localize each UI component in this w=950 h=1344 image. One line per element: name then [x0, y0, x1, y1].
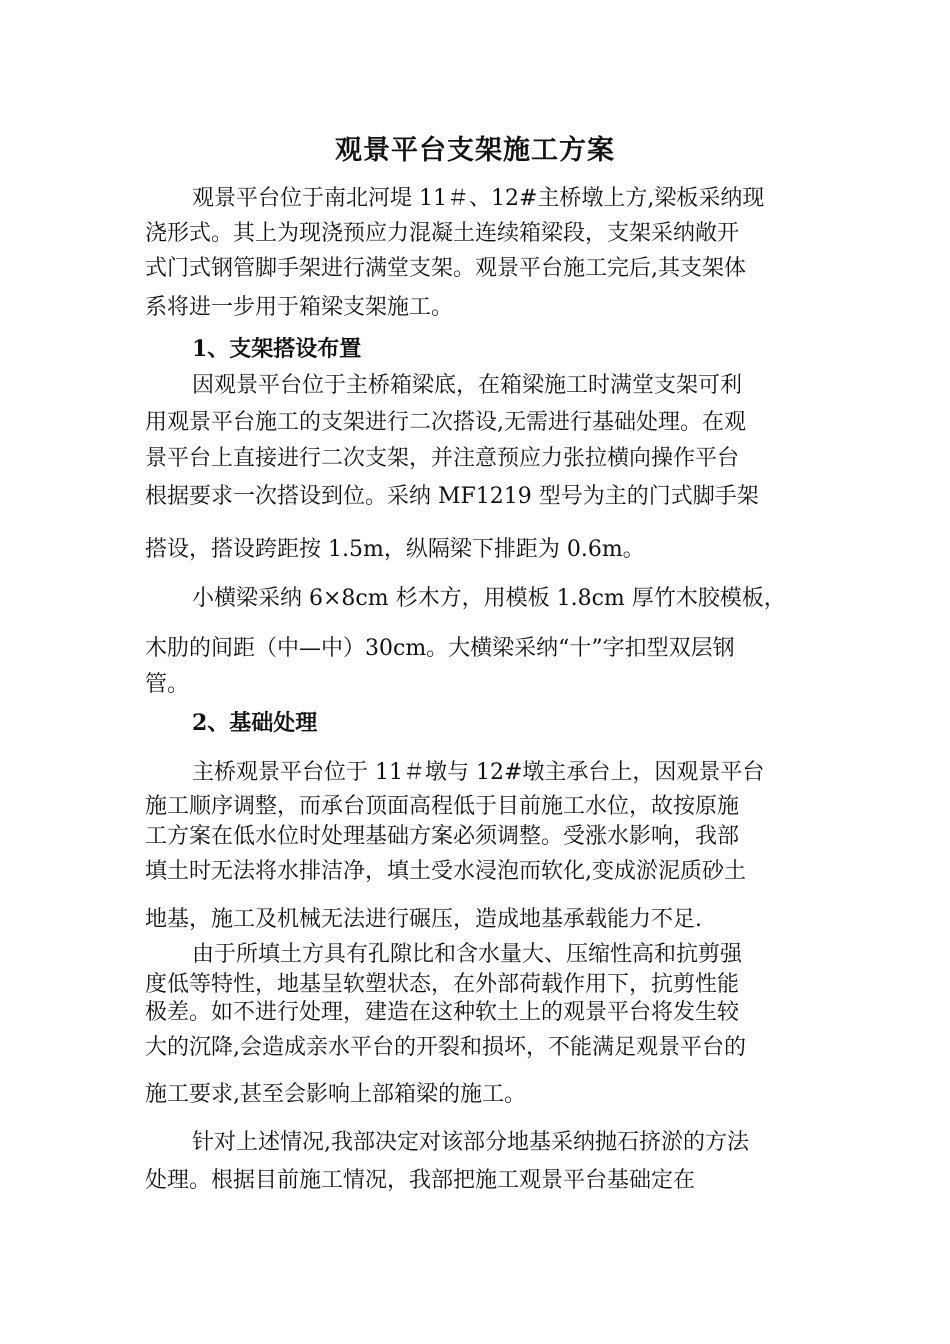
- paragraph-line: 处理。根据目前施工情况，我部把施工观景平台基础定在: [145, 1168, 696, 1193]
- paragraph-line: 度低等特性，地基呈软塑状态，在外部荷载作用下，抗剪性能: [145, 972, 740, 997]
- section-heading: 2、基础处理: [192, 710, 318, 736]
- paragraph-line: 由于所填土方具有孔隙比和含水量大、压缩性高和抗剪强: [192, 942, 743, 967]
- paragraph-line: 用观景平台施工的支架进行二次搭设,无需进行基础处理。在观: [145, 410, 746, 435]
- paragraph-line: 施工要求,甚至会影响上部箱梁的施工。: [145, 1082, 526, 1107]
- section-heading: 1、支架搭设布置: [192, 336, 362, 362]
- paragraph-line: 填土时无法将水排洁净，填土受水浸泡而软化,变成淤泥质砂土: [145, 859, 746, 884]
- paragraph-line: 地基，施工及机械无法进行碾压，造成地基承载能力不足.: [145, 907, 702, 932]
- paragraph-line: 根据要求一次搭设到位。采纳 MF1219 型号为主的门式脚手架: [145, 484, 759, 509]
- paragraph-line: 浇形式。其上为现浇预应力混凝土连续箱梁段，支架采纳敞开: [145, 221, 740, 246]
- paragraph-line: 施工顺序调整，而承台顶面高程低于目前施工水位，故按原施: [145, 794, 740, 819]
- paragraph-line: 系将进一步用于箱梁支架施工。: [145, 295, 454, 320]
- paragraph-line: 大的沉降,会造成亲水平台的开裂和损坏，不能满足观景平台的: [145, 1035, 746, 1060]
- paragraph-line: 管。: [145, 672, 190, 697]
- paragraph-line: 观景平台位于南北河堤 11＃、12#主桥墩上方,梁板采纳现: [192, 186, 765, 211]
- paragraph-line: 小横梁采纳 6×8cm 杉木方，用模板 1.8cm 厚竹木胶模板，: [192, 586, 786, 611]
- paragraph-line: 景平台上直接进行二次支架，并注意预应力张拉横向操作平台: [145, 446, 740, 471]
- paragraph-line: 主桥观景平台位于 11＃墩与 12#墩主承台上，因观景平台: [192, 760, 765, 785]
- paragraph-line: 式门式钢管脚手架进行满堂支架。观景平台施工完后,其支架体: [145, 256, 746, 281]
- paragraph-line: 工方案在低水位时处理基础方案必须调整。受涨水影响，我部: [145, 824, 740, 849]
- paragraph-line: 因观景平台位于主桥箱梁底，在箱梁施工时满堂支架可利: [192, 373, 743, 398]
- paragraph-line: 木肋的间距（中—中）30cm。大横梁采纳“十”字扣型双层钢: [145, 636, 735, 661]
- paragraph-line: 针对上述情况,我部决定对该部分地基采纳抛石挤淤的方法: [192, 1130, 749, 1155]
- paragraph-line: 搭设，搭设跨距按 1.5m，纵隔梁下排距为 0.6m。: [145, 537, 645, 562]
- document-title: 观景平台支架施工方案: [335, 135, 615, 166]
- paragraph-line: 极差。如不进行处理，建造在这种软土上的观景平台将发生较: [145, 1000, 740, 1025]
